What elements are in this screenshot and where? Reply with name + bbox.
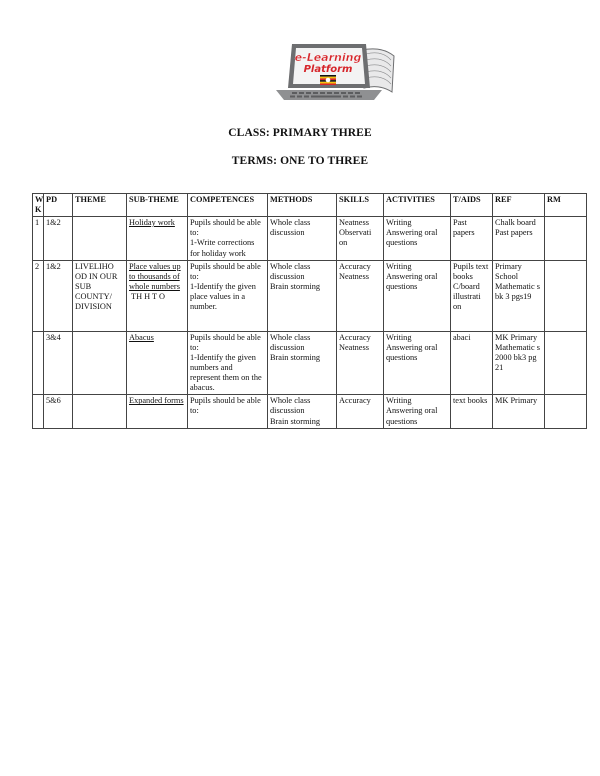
- activity-line: Answering oral questions: [386, 406, 438, 426]
- table-row: [33, 331, 587, 395]
- competence-line: Pupils should be able to:: [190, 396, 261, 416]
- cell-pd: 5&6: [44, 395, 73, 428]
- cell-subtheme: [127, 260, 188, 331]
- cell-taids: [451, 217, 493, 260]
- competence-line: Pupils should be able to:: [190, 332, 261, 352]
- method-line: Whole class discussion: [270, 396, 311, 416]
- table-row: [33, 395, 587, 428]
- ref-line: MK Primary Mathematic s 2000 bk3 pg 21: [495, 332, 540, 372]
- cell-rm: [545, 217, 587, 260]
- skill-line: Accuracy: [339, 332, 371, 342]
- cell-wk: 2: [33, 260, 44, 331]
- ref-line: Chalk board: [495, 218, 536, 228]
- header-rm: RM: [545, 194, 587, 217]
- cell-competences: [188, 395, 268, 428]
- cell-pd: 1&2: [44, 217, 73, 260]
- cell-skills: [337, 331, 384, 395]
- cell-methods: [268, 260, 337, 331]
- class-title: CLASS: PRIMARY THREE: [228, 127, 372, 139]
- cell-competences: [188, 331, 268, 395]
- taid-line: Pupils text books: [453, 261, 489, 281]
- cell-taids: [451, 331, 493, 395]
- cell-activities: [384, 260, 451, 331]
- skill-line: Accuracy: [339, 261, 371, 271]
- method-line: Whole class discussion: [270, 218, 311, 238]
- header-pd: PD: [44, 194, 73, 217]
- subtheme-text: Expanded forms: [129, 396, 184, 406]
- skill-line: Accuracy: [339, 396, 371, 406]
- cell-skills: [337, 395, 384, 428]
- method-line: Brain storming: [270, 281, 321, 291]
- method-line: Brain storming: [270, 416, 321, 426]
- activity-line: Writing: [386, 332, 412, 342]
- cell-wk: 1: [33, 217, 44, 260]
- skill-line: Neatness: [339, 271, 369, 281]
- subtheme-text: Place values up to thousands of whole numbers: [129, 261, 181, 291]
- subtheme-text: Abacus: [129, 332, 154, 342]
- cell-theme: [73, 331, 127, 395]
- cell-pd: 3&4: [44, 331, 73, 395]
- cell-skills: [337, 260, 384, 331]
- activity-line: Writing: [386, 261, 412, 271]
- cell-pd: 1&2: [44, 260, 73, 331]
- cell-activities: [384, 331, 451, 395]
- competence-line: 1-Identify the given place values in a number.: [190, 281, 256, 312]
- header-subtheme: SUB-THEME: [127, 194, 188, 217]
- cell-subtheme: [127, 331, 188, 395]
- subtheme-text: Holiday work: [129, 218, 175, 228]
- skill-line: Observati on: [339, 228, 372, 248]
- cell-taids: [451, 260, 493, 331]
- activity-line: Answering oral questions: [386, 228, 438, 248]
- cell-activities: [384, 217, 451, 260]
- cell-taids: [451, 395, 493, 428]
- cell-theme: LIVELIHO OD IN OUR SUB COUNTY/ DIVISION: [73, 260, 127, 331]
- header-taids: T/AIDS: [451, 194, 493, 217]
- header-methods: METHODS: [268, 194, 337, 217]
- taid-line: text books: [453, 396, 488, 406]
- header-theme: THEME: [73, 194, 127, 217]
- cell-rm: [545, 260, 587, 331]
- cell-subtheme: [127, 217, 188, 260]
- cell-methods: [268, 331, 337, 395]
- table-row: [33, 260, 587, 331]
- skill-line: Neatness: [339, 218, 369, 228]
- logo-text-line2: Platform: [303, 64, 353, 75]
- method-line: Brain storming: [270, 352, 321, 362]
- taid-line: Past papers: [453, 218, 475, 238]
- cell-ref: [493, 217, 545, 260]
- method-line: Whole class discussion: [270, 261, 311, 281]
- subtheme-extra: TH H T O: [131, 291, 166, 301]
- header-ref: REF: [493, 194, 545, 217]
- method-line: Whole class discussion: [270, 332, 311, 352]
- cell-wk: [33, 395, 44, 428]
- ref-line: Past papers: [495, 228, 533, 238]
- header-activities: ACTIVITIES: [384, 194, 451, 217]
- cell-methods: [268, 395, 337, 428]
- activity-line: Answering oral questions: [386, 342, 438, 362]
- cell-ref: [493, 395, 545, 428]
- cell-wk: [33, 331, 44, 395]
- competence-line: 1-Identify the given numbers and represent them on the abacus.: [190, 352, 262, 393]
- e-learning-platform-logo: [270, 40, 400, 105]
- cell-competences: [188, 217, 268, 260]
- table-header-row: [33, 194, 587, 217]
- competence-line: 1-Write corrections for holiday work: [190, 238, 255, 258]
- header-skills: SKILLS: [337, 194, 384, 217]
- cell-rm: [545, 331, 587, 395]
- taid-line: C/board illustrati on: [453, 281, 481, 312]
- cell-subtheme: [127, 395, 188, 428]
- cell-ref: [493, 260, 545, 331]
- uganda-flag-icon: [320, 75, 336, 85]
- competence-line: Pupils should be able to:: [190, 218, 261, 238]
- table-row: [33, 217, 587, 260]
- activity-line: Writing: [386, 396, 412, 406]
- cell-skills: [337, 217, 384, 260]
- competence-line: Pupils should be able to:: [190, 261, 261, 281]
- terms-title: TERMS: ONE TO THREE: [231, 155, 369, 167]
- header-competences: COMPETENCES: [188, 194, 268, 217]
- skill-line: Neatness: [339, 342, 369, 352]
- cell-rm: [545, 395, 587, 428]
- taid-line: abaci: [453, 332, 471, 342]
- cell-theme: [73, 217, 127, 260]
- ref-line: MK Primary: [495, 396, 538, 406]
- activity-line: Answering oral questions: [386, 271, 438, 291]
- ref-line: Primary School Mathematic s bk 3 pgs19: [495, 261, 540, 301]
- cell-competences: [188, 260, 268, 331]
- cell-methods: [268, 217, 337, 260]
- activity-line: Writing: [386, 218, 412, 228]
- logo-text-line1: e-Learning: [294, 51, 362, 64]
- header-wk: W K: [33, 194, 44, 217]
- cell-ref: [493, 331, 545, 395]
- cell-activities: [384, 395, 451, 428]
- cell-theme: [73, 395, 127, 428]
- scheme-of-work-table: [32, 193, 587, 429]
